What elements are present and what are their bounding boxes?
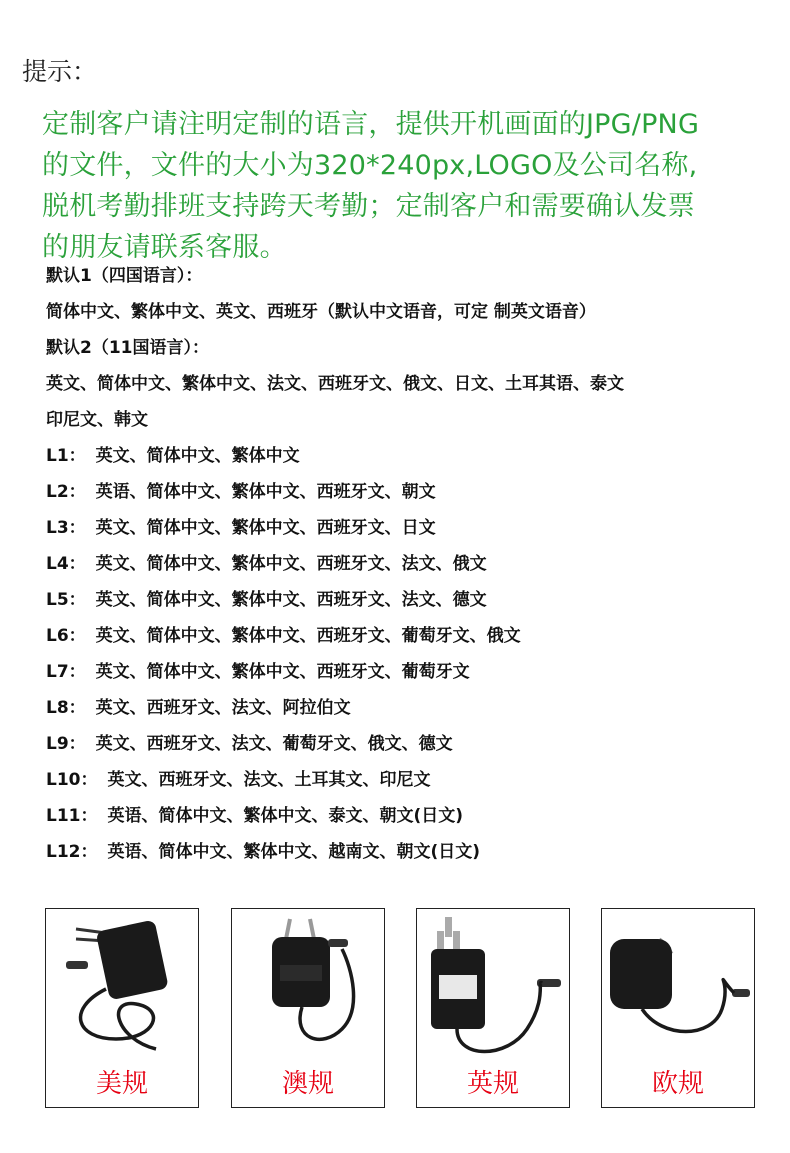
option-languages: 英语、简体中文、繁体中文、西班牙文、朝文 — [95, 482, 436, 502]
option-languages: 英文、简体中文、繁体中文、西班牙文、葡萄牙文 — [95, 662, 470, 682]
option-languages: 英文、简体中文、繁体中文、西班牙文、葡萄牙文、俄文 — [95, 626, 521, 646]
customization-notice — [42, 104, 772, 268]
option-languages: 英文、西班牙文、法文、阿拉伯文 — [95, 698, 351, 718]
notice-line: 的朋友请联系客服。 — [42, 232, 287, 263]
option-languages: 英文、西班牙文、法文、土耳其文、印尼文 — [107, 770, 431, 790]
adapter-label: 英规 — [466, 1069, 519, 1099]
option-code: L8： — [46, 698, 86, 718]
language-option-row — [46, 798, 766, 834]
language-option-row — [46, 654, 766, 690]
adapter-gallery — [0, 908, 790, 1112]
option-code: L3： — [46, 518, 86, 538]
option-languages: 英文、西班牙文、法文、葡萄牙文、俄文、德文 — [95, 734, 453, 754]
language-option-row — [46, 582, 766, 618]
adapter-card-au — [231, 908, 385, 1108]
option-code: L7： — [46, 662, 86, 682]
notice-line: 脱机考勤排班支持跨天考勤；定制客户和需要确认发票 — [42, 191, 695, 222]
default-heading: 默认1（四国语言）： — [46, 266, 203, 286]
language-option-row — [46, 510, 766, 546]
option-code: L12： — [46, 842, 98, 862]
language-options — [46, 438, 766, 870]
default-languages: 印尼文、韩文 — [46, 410, 148, 430]
language-option-row — [46, 834, 766, 870]
eu-plug-adapter-icon — [602, 909, 754, 1059]
option-languages: 英语、简体中文、繁体中文、泰文、朝文(日文) — [107, 806, 464, 826]
option-code: L2： — [46, 482, 86, 502]
option-code: L1： — [46, 446, 86, 466]
option-code: L4： — [46, 554, 86, 574]
option-languages: 英文、简体中文、繁体中文 — [95, 446, 300, 466]
option-languages: 英语、简体中文、繁体中文、越南文、朝文(日文) — [107, 842, 481, 862]
language-option-row — [46, 690, 766, 726]
au-plug-adapter-icon — [232, 909, 384, 1059]
option-languages: 英文、简体中文、繁体中文、西班牙文、日文 — [95, 518, 436, 538]
option-code: L11： — [46, 806, 98, 826]
option-code: L5： — [46, 590, 86, 610]
page-title: 提示： — [22, 57, 98, 86]
default-languages: 英文、简体中文、繁体中文、法文、西班牙文、俄文、日文、土耳其语、泰文 — [46, 374, 624, 394]
adapter-label: 欧规 — [651, 1069, 704, 1099]
option-code: L6： — [46, 626, 86, 646]
option-languages: 英文、简体中文、繁体中文、西班牙文、法文、德文 — [95, 590, 487, 610]
notice-line: 的文件，文件的大小为320*240px,LOGO及公司名称, — [42, 150, 698, 181]
language-option-row — [46, 474, 766, 510]
notice-line: 定制客户请注明定制的语言，提供开机画面的JPG/PNG — [42, 109, 700, 140]
option-code: L9： — [46, 734, 86, 754]
adapter-card-uk — [416, 908, 570, 1108]
us-plug-adapter-icon — [46, 909, 198, 1059]
adapter-label: 澳规 — [281, 1069, 334, 1099]
language-option-row — [46, 438, 766, 474]
adapter-card-eu — [601, 908, 755, 1108]
language-option-row — [46, 762, 766, 798]
language-option-row — [46, 618, 766, 654]
language-list — [46, 258, 766, 870]
adapter-card-us — [45, 908, 199, 1108]
default-heading: 默认2（11国语言）： — [46, 338, 209, 358]
language-option-row — [46, 726, 766, 762]
option-languages: 英文、简体中文、繁体中文、西班牙文、法文、俄文 — [95, 554, 487, 574]
uk-plug-adapter-icon — [417, 909, 569, 1059]
language-option-row — [46, 546, 766, 582]
default-languages: 简体中文、繁体中文、英文、西班牙（默认中文语音，可定 制英文语音） — [46, 302, 596, 322]
option-code: L10： — [46, 770, 98, 790]
adapter-label: 美规 — [95, 1069, 148, 1099]
